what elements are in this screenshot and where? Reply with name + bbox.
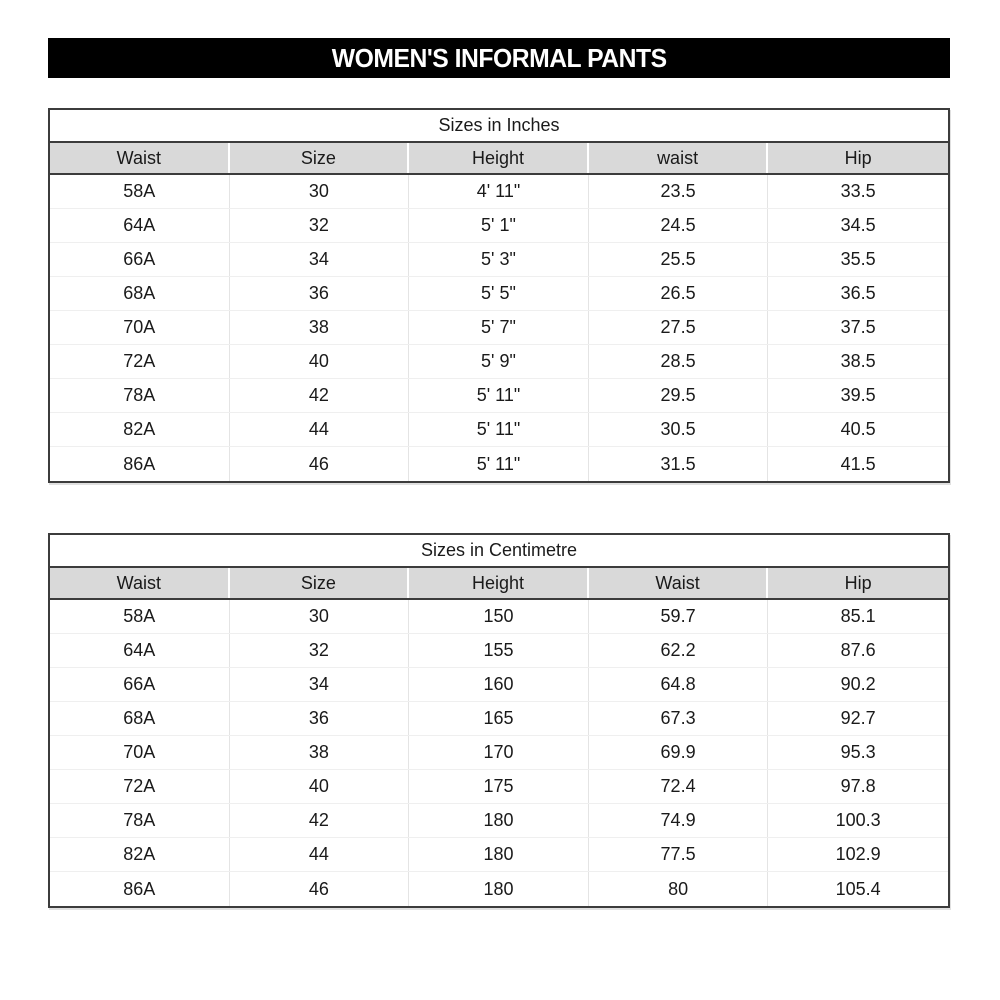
table-cell: 80 (589, 872, 769, 906)
table-cell: 38 (230, 311, 410, 344)
table-body (50, 600, 948, 906)
table-cell: 92.7 (840, 708, 876, 728)
table-cell: 38.5 (840, 351, 876, 371)
table-title: Sizes in Inches (50, 110, 948, 143)
column-header-height: Height (409, 143, 589, 173)
table-cell: 67.3 (589, 702, 769, 735)
table-cell: 5' 11" (409, 413, 589, 446)
table-cell: 32 (230, 209, 410, 242)
table-cell: 86A (50, 447, 230, 481)
table-cell: 4' 11" (409, 175, 589, 208)
table-cell: 23.5 (589, 175, 769, 208)
table-cell: 165 (409, 702, 589, 735)
table-cell: 102.9 (835, 844, 881, 864)
table-row (50, 634, 948, 668)
table-cell: 100.3 (835, 810, 881, 830)
table-cell: 74.9 (589, 804, 769, 837)
table-cell: 41.5 (840, 453, 876, 474)
table-cell: 28.5 (589, 345, 769, 378)
table-cell: 46 (230, 447, 410, 481)
table-row (50, 311, 948, 345)
table-cell: 5' 11" (409, 447, 589, 481)
table-cell: 175 (409, 770, 589, 803)
table-cell: 70A (50, 311, 230, 344)
table-cell: 5' 3" (409, 243, 589, 276)
table-cell: 5' 9" (409, 345, 589, 378)
table-cell: 40.5 (840, 419, 876, 439)
table-cell: 36 (230, 277, 410, 310)
table-cell: 29.5 (589, 379, 769, 412)
column-header-size: Size (230, 143, 410, 173)
table-cell: 66A (50, 243, 230, 276)
size-table-centimetre (48, 533, 950, 908)
table-cell: 5' 11" (409, 379, 589, 412)
table-row (50, 804, 948, 838)
size-table-inches (48, 108, 950, 483)
table-cell: 105.4 (835, 878, 881, 899)
table-cell: 66A (50, 668, 230, 701)
table-cell: 32 (230, 634, 410, 667)
table-row (50, 668, 948, 702)
column-header-waist: Waist (589, 568, 769, 598)
table-cell: 69.9 (589, 736, 769, 769)
table-cell: 170 (409, 736, 589, 769)
table-row (50, 447, 948, 481)
table-body (50, 175, 948, 481)
table-cell: 31.5 (589, 447, 769, 481)
page-title: WOMEN'S INFORMAL PANTS (331, 42, 667, 73)
table-cell: 64.8 (589, 668, 769, 701)
table-cell: 26.5 (589, 277, 769, 310)
table-cell: 86A (50, 872, 230, 906)
table-cell: 160 (409, 668, 589, 701)
table-cell: 40 (230, 345, 410, 378)
table-cell: 34 (230, 243, 410, 276)
table-cell: 30 (230, 175, 410, 208)
column-header-waist-code: Waist (50, 143, 230, 173)
table-cell: 59.7 (589, 600, 769, 633)
table-cell: 58A (50, 175, 230, 208)
table-cell: 180 (409, 872, 589, 906)
table-row (50, 770, 948, 804)
table-cell: 82A (50, 838, 230, 871)
table-row (50, 345, 948, 379)
column-header-waist: waist (589, 143, 769, 173)
table-cell: 40 (230, 770, 410, 803)
column-header-hip: Hip (844, 572, 872, 593)
table-cell: 44 (230, 413, 410, 446)
table-cell: 34 (230, 668, 410, 701)
table-row (50, 838, 948, 872)
table-cell: 37.5 (840, 317, 876, 337)
table-cell: 30.5 (589, 413, 769, 446)
column-header-waist-code: Waist (50, 568, 230, 598)
table-cell: 70A (50, 736, 230, 769)
table-cell: 38 (230, 736, 410, 769)
table-cell: 85.1 (840, 606, 876, 626)
table-cell: 62.2 (589, 634, 769, 667)
table-cell: 25.5 (589, 243, 769, 276)
table-cell: 64A (50, 634, 230, 667)
table-cell: 150 (409, 600, 589, 633)
table-row (50, 413, 948, 447)
table-cell: 68A (50, 277, 230, 310)
table-cell: 72A (50, 770, 230, 803)
table-cell: 34.5 (840, 215, 876, 235)
table-cell: 68A (50, 702, 230, 735)
table-cell: 72A (50, 345, 230, 378)
table-cell: 64A (50, 209, 230, 242)
table-cell: 35.5 (840, 249, 876, 269)
table-cell: 42 (230, 379, 410, 412)
table-row (50, 702, 948, 736)
column-header-hip: Hip (844, 147, 872, 168)
table-cell: 27.5 (589, 311, 769, 344)
table-cell: 82A (50, 413, 230, 446)
table-cell: 33.5 (840, 181, 876, 201)
table-cell: 78A (50, 804, 230, 837)
table-cell: 87.6 (840, 640, 876, 660)
title-banner (48, 38, 950, 78)
table-cell: 36 (230, 702, 410, 735)
table-cell: 36.5 (840, 283, 876, 303)
table-cell: 78A (50, 379, 230, 412)
table-cell: 42 (230, 804, 410, 837)
table-cell: 24.5 (589, 209, 769, 242)
table-row (50, 736, 948, 770)
table-cell: 90.2 (840, 674, 876, 694)
table-row (50, 175, 948, 209)
table-cell: 95.3 (840, 742, 876, 762)
table-cell: 5' 5" (409, 277, 589, 310)
table-row (50, 243, 948, 277)
table-row (50, 872, 948, 906)
column-header-height: Height (409, 568, 589, 598)
table-cell: 72.4 (589, 770, 769, 803)
table-row (50, 379, 948, 413)
table-row (50, 277, 948, 311)
table-cell: 44 (230, 838, 410, 871)
table-cell: 46 (230, 872, 410, 906)
table-row (50, 209, 948, 243)
table-header-row (50, 568, 948, 600)
table-row (50, 600, 948, 634)
table-cell: 77.5 (589, 838, 769, 871)
table-cell: 39.5 (840, 385, 876, 405)
table-cell: 30 (230, 600, 410, 633)
table-header-row (50, 143, 948, 175)
table-cell: 97.8 (840, 776, 876, 796)
table-title: Sizes in Centimetre (50, 535, 948, 568)
table-cell: 180 (409, 838, 589, 871)
table-cell: 5' 7" (409, 311, 589, 344)
table-cell: 155 (409, 634, 589, 667)
table-cell: 180 (409, 804, 589, 837)
table-cell: 5' 1" (409, 209, 589, 242)
column-header-size: Size (230, 568, 410, 598)
table-cell: 58A (50, 600, 230, 633)
